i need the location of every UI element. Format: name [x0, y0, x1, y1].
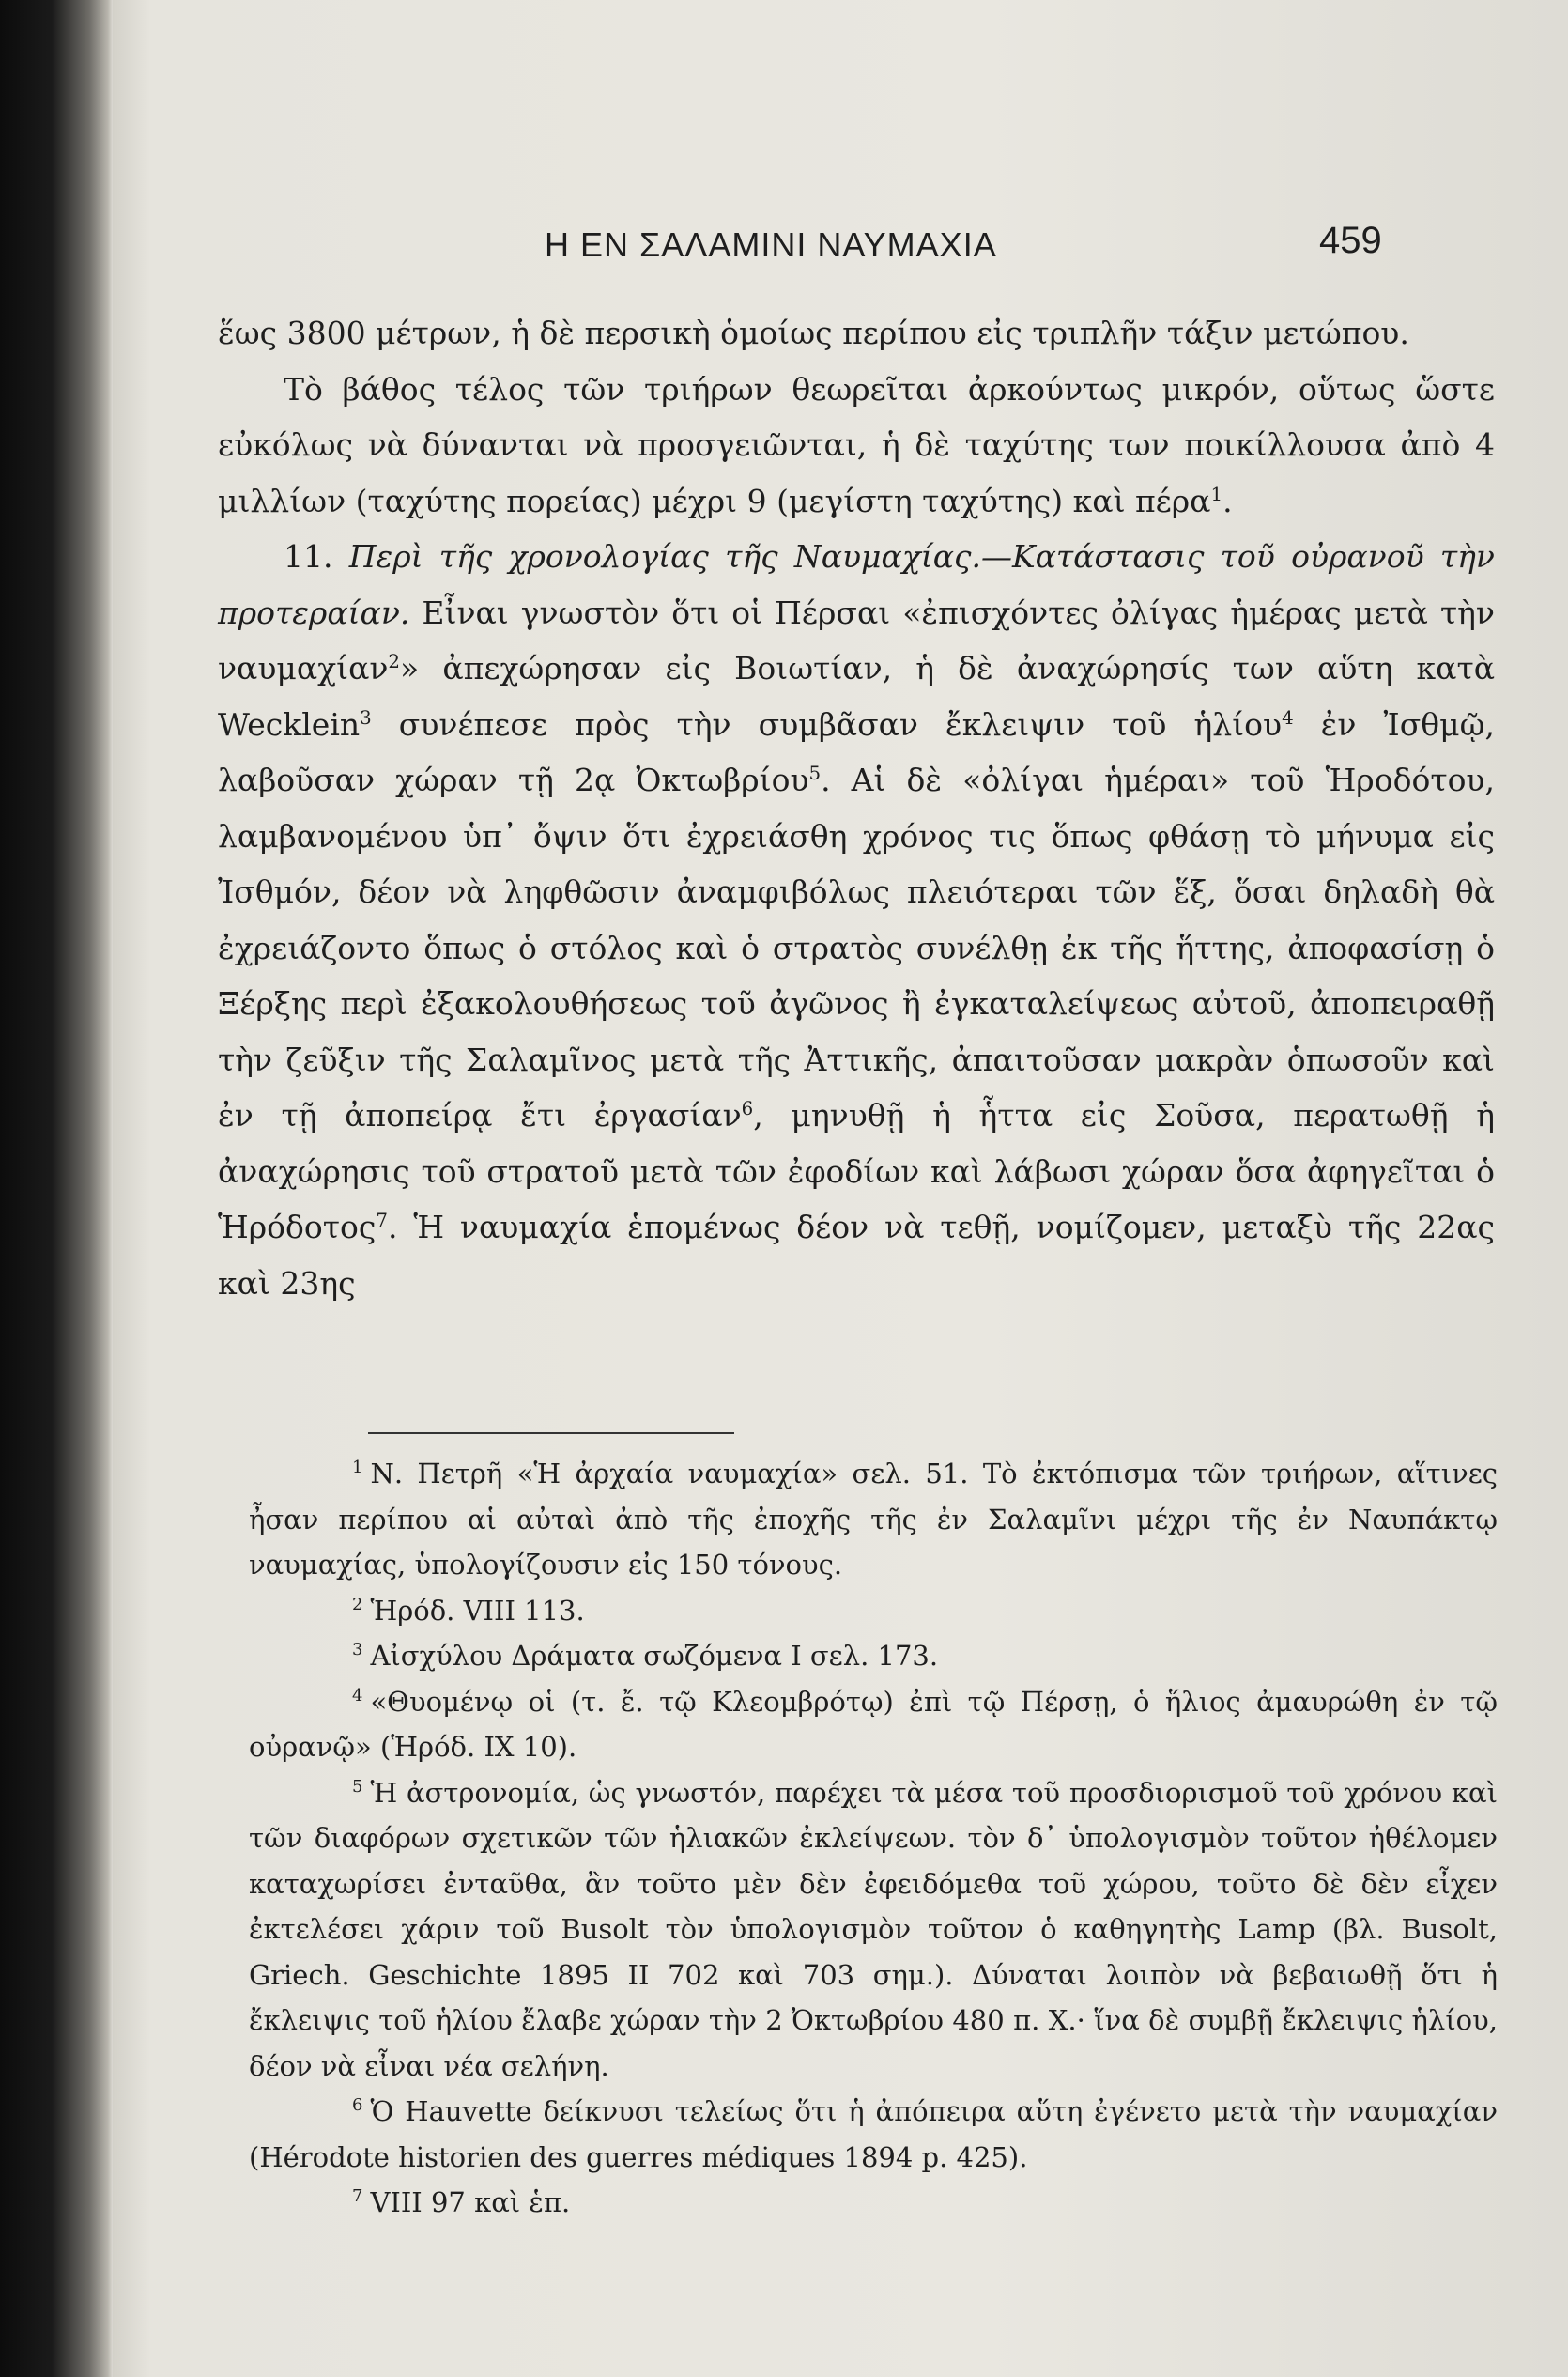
section-number: 11.	[284, 538, 333, 575]
paragraph-text: Τὸ βάθος τέλος τῶν τριήρων θεωρεῖται ἀρκούντως μικρόν, οὕτως ὥστε εὐκόλως νὰ δύνανται νὰ προσγειῶνται, ἡ δὲ ταχύτης των ποικίλλουσα ἀπὸ 4 μιλλίων (ταχύτης πορείας) μέχρι 9 (μεγίστη ταχύτης) καὶ πέρα	[218, 370, 1495, 519]
footnote-ref-6[interactable]: 6	[741, 1098, 754, 1119]
paragraph-end: .	[1222, 482, 1233, 519]
section-text-b: » ἀπεχώρησαν εἰς Βοιωτίαν, ἡ δὲ ἀναχώρησίς των αὕτη κατὰ Wecklein	[218, 650, 1495, 743]
footnote-text: Αἰσχύλου Δράματα σωζόμενα Ι σελ. 173.	[370, 1640, 939, 1672]
page-header	[113, 220, 1568, 282]
footnotes	[249, 1451, 1498, 2226]
paragraph-continuation: ἕως 3800 μέτρων, ἡ δὲ περσικὴ ὁμοίως περίπου εἰς τριπλῆν τάξιν μετώπου.	[218, 315, 1409, 351]
section-text-g: . Ἡ ναυμαχία ἑπομένως δέον νὰ τεθῇ, νομίζομεν, μεταξὺ τῆς 22ας καὶ 23ης	[218, 1209, 1495, 1302]
footnote-separator	[368, 1432, 734, 1434]
section-text-d: ἐν Ἰσθμῷ, λαβοῦσαν χώραν τῇ 2ᾳ Ὀκτωβρίου	[218, 705, 1495, 798]
scan-binding-shadow	[0, 0, 113, 2377]
footnote-5: 5 Ἡ ἀστρονομία, ὡς γνωστόν, παρέχει τὰ μέσα τοῦ προσδιορισμοῦ τοῦ χρόνου καὶ τῶν διαφόρων σχετικῶν τῶν ἡλιακῶν ἐκλείψεων. τὸν δ᾽ ὑπολογισμὸν τοῦτον ἠθέλομεν καταχωρίσει ἐνταῦθα, ἂν τοῦτο μὲν δὲν ἐφειδόμεθα τοῦ χώρου, τοῦτο δὲ δὲν εἶχεν ἐκτελέσει χάριν τοῦ Busolt τὸν ὑπολογισμὸν τοῦτον ὁ καθηγητὴς Lamp (βλ. Busolt, Griech. Geschichte 1895 II 702 καὶ 703 σημ.). Δύναται λοιπὸν νὰ βεβαιωθῇ ὅτι ἡ ἔκλειψις τοῦ ἡλίου ἔλαβε χώραν τὴν 2 Ὀκτωβρίου 480 π. Χ.· ἵνα δὲ συμβῇ ἔκλειψις ἡλίου, δέον νὰ εἶναι νέα σελήνη.	[249, 1776, 1498, 2082]
section-title: Περὶ τῆς χρονολογίας τῆς Ναυμαχίας.—Κατάστασις τοῦ οὐρανοῦ τὴν προτεραίαν.	[218, 538, 1495, 631]
footnote-ref-4[interactable]: 4	[1282, 706, 1294, 729]
footnote-ref-7[interactable]: 7	[376, 1210, 388, 1231]
book-page	[113, 0, 1568, 2377]
page-number: 459	[1319, 220, 1382, 261]
footnote-6: 6 Ὁ Hauvette δείκνυσι τελείως ὅτι ἡ ἀπόπειρα αὕτη ἐγένετο μετὰ τὴν ναυμαχίαν (Hérodote historien des guerres médiques 1894 p. 425).	[249, 2095, 1498, 2173]
footnote-ref-5[interactable]: 5	[808, 763, 822, 784]
footnote-ref-1[interactable]: 1	[1210, 483, 1223, 505]
running-title: Η ΕΝ ΣΑΛΑΜΙΝΙ ΝΑΥΜΑΧΙΑ	[545, 225, 997, 264]
footnote-1: 1 Ν. Πετρῆ «Ἡ ἀρχαία ναυμαχία» σελ. 51. Τὸ ἐκτόπισμα τῶν τριήρων, αἵτινες ἦσαν περίπου αἱ αὐταὶ ἀπὸ τῆς ἐποχῆς τῆς ἐν Σαλαμῖνι μέχρι τῆς ἐν Ναυπάκτῳ ναυμαχίας, ὑπολογίζουσιν εἰς 150 τόνους.	[249, 1458, 1498, 1581]
footnote-text: Ἡ ἀστρονομία, ὡς γνωστόν, παρέχει τὰ μέσα τοῦ προσδιορισμοῦ τοῦ χρόνου καὶ τῶν διαφόρων σχετικῶν τῶν ἡλιακῶν ἐκλείψεων. τὸν δ᾽ ὑπολογισμὸν τοῦτον ἠθέλομεν καταχωρίσει ἐνταῦθα, ἂν τοῦτο μὲν δὲν ἐφειδόμεθα τοῦ χώρου, τοῦτο δὲ δὲν εἶχεν ἐκτελέσει χάριν τοῦ Busolt τὸν ὑπολογισμὸν τοῦτον ὁ καθηγητὴς Lamp (βλ. Busolt, Griech. Geschichte 1895 II 702 καὶ 703 σημ.). Δύναται λοιπὸν νὰ βεβαιωθῇ ὅτι ἡ ἔκλειψις τοῦ ἡλίου ἔλαβε χώραν τὴν 2 Ὀκτωβρίου 480 π. Χ.· ἵνα δὲ συμβῇ ἔκλειψις ἡλίου, δέον νὰ εἶναι νέα σελήνη.	[249, 1776, 1498, 2082]
section-text-f: , μηνυθῇ ἡ ἧττα εἰς Σοῦσα, περατωθῇ ἡ ἀναχώρησις τοῦ στρατοῦ μετὰ τῶν ἐφοδίων καὶ λάβωσι χώραν ὅσα ἀφηγεῖται ὁ Ἡρόδοτος	[218, 1097, 1495, 1245]
footnote-text: «Θυομένῳ οἱ (τ. ἔ. τῷ Κλεομβρότῳ) ἐπὶ τῷ Πέρσῃ, ὁ ἥλιος ἀμαυρώθη ἐν τῷ οὐρανῷ» (Ἡρόδ. ΙΧ 10).	[249, 1685, 1498, 1763]
footnote-ref-2[interactable]: 2	[388, 651, 401, 672]
footnote-text: Ἡρόδ. VIII 113.	[370, 1594, 585, 1627]
footnote-text: Ν. Πετρῆ «Ἡ ἀρχαία ναυμαχία» σελ. 51. Τὸ ἐκτόπισμα τῶν τριήρων, αἵτινες ἦσαν περίπου αἱ αὐταὶ ἀπὸ τῆς ἐποχῆς τῆς ἐν Σαλαμῖνι μέχρι τῆς ἐν Ναυπάκτῳ ναυμαχίας, ὑπολογίζουσιν εἰς 150 τόνους.	[249, 1458, 1498, 1581]
footnote-3: 3 Αἰσχύλου Δράματα σωζόμενα Ι σελ. 173.	[352, 1640, 939, 1672]
footnote-4: 4 «Θυομένῳ οἱ (τ. ἔ. τῷ Κλεομβρότῳ) ἐπὶ τῷ Πέρσῃ, ὁ ἥλιος ἀμαυρώθη ἐν τῷ οὐρανῷ» (Ἡρόδ. ΙΧ 10).	[249, 1685, 1498, 1763]
section-text-c: συνέπεσε πρὸς τὴν συμβᾶσαν ἔκλειψιν τοῦ ἡλίου	[371, 705, 1283, 743]
section-11	[218, 529, 1495, 1311]
section-text-e: . Αἱ δὲ «ὀλίγαι ἡμέραι» τοῦ Ἡροδότου, λαμβανομένου ὑπ᾽ ὄψιν ὅτι ἐχρειάσθη χρόνος τις ὅπως φθάσῃ τὸ μήνυμα εἰς Ἰσθμόν, δέον νὰ ληφθῶσιν ἀναμφιβόλως πλειότεραι τῶν ἕξ, ὅσαι δηλαδὴ θὰ ἐχρειάζοντο ὅπως ὁ στόλος καὶ ὁ στρατὸς συνέλθῃ ἐκ τῆς ἥττης, ἀποφασίσῃ ὁ Ξέρξης περὶ ἐξακολουθήσεως τοῦ ἀγῶνος ἢ ἐγκαταλείψεως αὐτοῦ, ἀποπειραθῇ τὴν ζεῦξιν τῆς Σαλαμῖνος μετὰ τῆς Ἀττικῆς, ἀπαιτοῦσαν μακρὰν ὁπωσοῦν καὶ ἐν τῇ ἀποπείρᾳ ἔτι ἐργασίαν	[218, 762, 1495, 1134]
footnote-2: 2 Ἡρόδ. VIII 113.	[352, 1594, 585, 1627]
footnote-text: VIII 97 καὶ ἑπ.	[370, 2186, 571, 2218]
footnote-text: Ὁ Hauvette δείκνυσι τελείως ὅτι ἡ ἀπόπειρα αὕτη ἐγένετο μετὰ τὴν ναυμαχίαν (Hérodote historien des guerres médiques 1894 p. 425).	[249, 2095, 1498, 2173]
footnote-ref-3[interactable]: 3	[360, 706, 372, 729]
section-text-a: Εἶναι γνωστὸν ὅτι οἱ Πέρσαι «ἐπισχόντες ὀλίγας ἡμέρας μετὰ τὴν ναυμαχίαν	[218, 594, 1495, 687]
paragraph-trireme-depth	[218, 362, 1495, 530]
main-text	[218, 305, 1495, 1311]
footnote-7: 7 VIII 97 καὶ ἑπ.	[352, 2186, 571, 2218]
